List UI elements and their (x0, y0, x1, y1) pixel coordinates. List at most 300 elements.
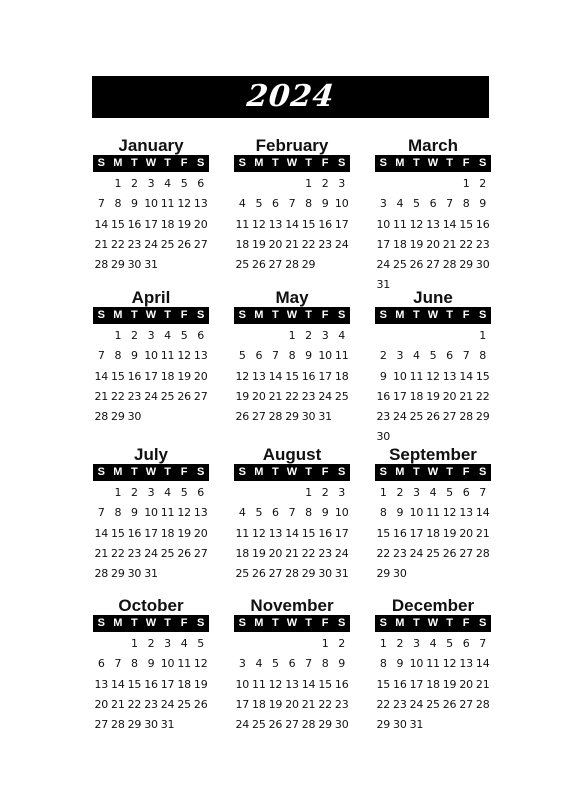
day-cell: 13 (268, 217, 283, 231)
day-cell: 26 (409, 258, 424, 272)
day-cell: 19 (235, 389, 250, 403)
day-cell: 23 (127, 546, 142, 560)
day-cell: 12 (235, 369, 250, 383)
day-grid (93, 326, 209, 427)
day-cell: 13 (193, 349, 208, 363)
day-cell: 25 (426, 546, 440, 560)
day-grid (375, 174, 491, 296)
weekday-label: F (462, 309, 470, 321)
empty-day-cell (375, 326, 392, 346)
day-cell: 21 (475, 526, 490, 540)
day-grid (375, 483, 491, 584)
day-cell: 14 (268, 369, 283, 383)
day-cell: 27 (252, 410, 266, 424)
month-june (375, 288, 491, 448)
weekday-header-row (234, 155, 350, 172)
day-cell: 5 (197, 637, 205, 650)
day-cell: 29 (301, 258, 316, 272)
day-cell: 2 (338, 637, 346, 650)
day-cell: 7 (272, 349, 279, 363)
month-name: November (250, 596, 334, 615)
day-cell: 12 (177, 197, 191, 211)
empty-day-cell (284, 634, 301, 654)
day-cell: 14 (442, 217, 457, 231)
day-cell: 14 (475, 506, 490, 520)
day-cell: 15 (301, 217, 316, 231)
day-cell: 21 (285, 237, 299, 251)
day-cell: 24 (144, 237, 158, 251)
empty-day-cell (234, 634, 251, 654)
day-cell: 25 (252, 718, 266, 732)
day-cell: 9 (338, 657, 346, 671)
day-cell: 14 (111, 677, 125, 691)
empty-day-cell (110, 634, 127, 654)
day-cell: 18 (177, 677, 191, 691)
weekday-header-row (93, 155, 209, 172)
day-cell: 4 (338, 329, 346, 342)
day-cell: 9 (321, 506, 329, 520)
weekday-header-row (93, 307, 209, 324)
day-cell: 3 (164, 637, 171, 650)
day-cell: 29 (285, 410, 299, 424)
day-cell: 10 (334, 506, 349, 520)
day-cell: 15 (111, 526, 125, 540)
day-cell: 25 (160, 237, 175, 251)
weekday-label: W (427, 157, 439, 169)
day-cell: 16 (475, 217, 490, 231)
day-cell: 8 (321, 657, 329, 671)
weekday-header-row (93, 615, 209, 632)
day-cell: 17 (160, 677, 175, 691)
day-cell: 3 (379, 197, 387, 211)
day-cell: 25 (235, 258, 250, 272)
weekday-label: W (145, 466, 157, 478)
weekday-label: M (395, 309, 405, 321)
day-cell: 25 (160, 546, 175, 560)
day-cell: 28 (475, 697, 490, 711)
month-name: October (118, 596, 184, 615)
day-cell: 21 (459, 389, 473, 403)
day-cell: 6 (272, 197, 279, 211)
day-cell: 30 (301, 410, 316, 424)
day-cell: 25 (160, 389, 175, 403)
weekday-label: S (479, 157, 487, 169)
day-cell: 18 (235, 237, 250, 251)
empty-day-cell (267, 483, 284, 503)
day-cell: 23 (127, 389, 142, 403)
weekday-label: M (254, 157, 264, 169)
day-cell: 19 (193, 677, 208, 691)
day-cell: 31 (334, 567, 349, 581)
weekday-header-row (93, 464, 209, 481)
day-cell: 22 (475, 389, 490, 403)
day-cell: 21 (442, 237, 457, 251)
weekday-label: M (113, 157, 123, 169)
day-cell: 1 (114, 486, 122, 499)
weekday-label: T (131, 157, 138, 169)
day-cell: 6 (197, 329, 205, 342)
day-cell: 10 (144, 349, 158, 363)
day-grid (93, 483, 209, 584)
empty-day-cell (251, 326, 268, 346)
day-cell: 22 (459, 237, 473, 251)
day-cell: 23 (144, 697, 158, 711)
day-cell: 9 (396, 657, 404, 671)
day-cell: 27 (268, 567, 283, 581)
empty-day-cell (251, 174, 268, 194)
day-cell: 30 (318, 567, 332, 581)
weekday-header-row (234, 307, 350, 324)
day-cell: 19 (177, 526, 191, 540)
day-cell: 18 (426, 677, 440, 691)
day-cell: 3 (147, 486, 155, 499)
day-cell: 29 (475, 410, 490, 424)
day-cell: 20 (252, 389, 266, 403)
weekday-header-row (375, 307, 491, 324)
day-cell: 4 (429, 486, 437, 499)
day-cell: 13 (252, 369, 266, 383)
day-cell: 31 (144, 258, 158, 272)
day-cell: 7 (97, 197, 105, 211)
day-cell: 30 (334, 718, 349, 732)
day-cell: 5 (255, 506, 263, 520)
day-grid (234, 634, 350, 735)
day-cell: 26 (177, 546, 191, 560)
day-cell: 14 (94, 526, 109, 540)
weekday-label: S (197, 309, 205, 321)
empty-day-cell (251, 634, 268, 654)
day-cell: 8 (288, 349, 296, 363)
day-cell: 1 (379, 486, 387, 499)
day-cell: 5 (180, 177, 188, 190)
day-cell: 19 (442, 526, 457, 540)
empty-day-cell (234, 174, 251, 194)
weekday-label: W (286, 466, 298, 478)
day-cell: 11 (177, 657, 191, 671)
day-cell: 25 (426, 697, 440, 711)
day-cell: 2 (396, 637, 404, 650)
day-cell: 26 (426, 410, 440, 424)
day-cell: 17 (334, 526, 349, 540)
weekday-label: S (338, 309, 346, 321)
day-cell: 18 (160, 526, 175, 540)
day-cell: 7 (97, 506, 105, 520)
month-name: April (131, 288, 171, 307)
empty-day-cell (267, 174, 284, 194)
day-cell: 6 (429, 197, 437, 211)
day-grid (375, 634, 491, 735)
weekday-label: F (462, 466, 470, 478)
day-cell: 29 (301, 567, 316, 581)
day-cell: 1 (305, 177, 312, 190)
day-cell: 6 (272, 506, 279, 520)
day-cell: 26 (268, 718, 283, 732)
weekday-label: W (427, 309, 439, 321)
day-cell: 20 (268, 237, 283, 251)
day-cell: 1 (305, 486, 312, 499)
day-cell: 17 (334, 217, 349, 231)
weekday-label: F (462, 617, 470, 629)
day-cell: 26 (193, 697, 208, 711)
day-cell: 3 (396, 349, 404, 363)
day-cell: 11 (252, 677, 266, 691)
day-cell: 19 (177, 217, 191, 231)
year-banner (92, 76, 489, 118)
day-cell: 24 (334, 237, 349, 251)
day-cell: 28 (94, 410, 109, 424)
weekday-label: S (238, 309, 246, 321)
day-cell: 1 (114, 329, 122, 342)
day-cell: 23 (475, 237, 490, 251)
day-cell: 22 (301, 546, 316, 560)
day-cell: 24 (144, 389, 158, 403)
weekday-label: F (321, 157, 329, 169)
day-cell: 9 (305, 349, 312, 363)
day-cell: 20 (193, 526, 208, 540)
day-cell: 20 (459, 677, 473, 691)
day-cell: 7 (479, 637, 487, 650)
empty-day-cell (251, 483, 268, 503)
day-cell: 29 (127, 718, 142, 732)
day-cell: 9 (131, 349, 138, 363)
day-cell: 15 (376, 526, 391, 540)
day-cell: 2 (131, 329, 138, 342)
empty-day-cell (93, 326, 110, 346)
day-cell: 17 (235, 697, 250, 711)
day-cell: 3 (238, 657, 246, 671)
day-cell: 11 (426, 506, 440, 520)
day-cell: 29 (459, 258, 473, 272)
day-cell: 28 (268, 410, 283, 424)
day-cell: 22 (127, 697, 142, 711)
weekday-label: F (321, 309, 329, 321)
day-cell: 2 (396, 486, 404, 499)
weekday-label: M (113, 617, 123, 629)
weekday-label: T (446, 157, 453, 169)
month-october (93, 596, 209, 735)
weekday-label: T (272, 157, 279, 169)
day-cell: 11 (235, 526, 250, 540)
month-name: January (118, 136, 184, 155)
empty-day-cell (93, 634, 110, 654)
day-cell: 13 (442, 369, 457, 383)
day-cell: 11 (160, 349, 175, 363)
day-cell: 27 (193, 546, 208, 560)
day-cell: 30 (376, 430, 391, 444)
day-cell: 1 (114, 177, 122, 190)
day-cell: 12 (252, 217, 266, 231)
day-cell: 7 (288, 506, 296, 520)
day-cell: 15 (285, 369, 299, 383)
day-cell: 1 (462, 177, 470, 190)
empty-day-cell (425, 174, 442, 194)
day-cell: 15 (127, 677, 142, 691)
day-cell: 10 (393, 369, 407, 383)
month-january (93, 136, 209, 275)
day-cell: 16 (393, 526, 407, 540)
weekday-label: F (321, 466, 329, 478)
day-cell: 2 (147, 637, 155, 650)
day-cell: 21 (475, 677, 490, 691)
weekday-header-row (375, 615, 491, 632)
day-cell: 22 (285, 389, 299, 403)
day-cell: 10 (334, 197, 349, 211)
day-cell: 9 (147, 657, 155, 671)
day-cell: 1 (288, 329, 296, 342)
day-cell: 10 (409, 506, 424, 520)
weekday-label: T (305, 466, 312, 478)
day-grid (93, 174, 209, 275)
day-cell: 6 (288, 657, 296, 671)
day-cell: 26 (442, 697, 457, 711)
day-cell: 9 (396, 506, 404, 520)
day-cell: 14 (475, 657, 490, 671)
empty-day-cell (267, 634, 284, 654)
weekday-label: S (238, 466, 246, 478)
weekday-label: F (462, 157, 470, 169)
day-cell: 14 (285, 526, 299, 540)
day-cell: 20 (285, 697, 299, 711)
day-cell: 4 (413, 349, 420, 363)
month-name: December (391, 596, 475, 615)
weekday-label: F (321, 617, 329, 629)
month-name: May (275, 288, 309, 307)
day-cell: 15 (475, 369, 490, 383)
day-cell: 11 (409, 369, 424, 383)
day-cell: 30 (127, 258, 142, 272)
weekday-label: T (413, 466, 420, 478)
day-cell: 15 (318, 677, 332, 691)
day-cell: 5 (238, 349, 246, 363)
day-cell: 27 (459, 546, 473, 560)
month-may (234, 288, 350, 427)
weekday-label: T (272, 466, 279, 478)
day-cell: 24 (144, 546, 158, 560)
weekday-header-row (234, 615, 350, 632)
weekday-label: S (197, 157, 205, 169)
empty-day-cell (284, 483, 301, 503)
day-cell: 23 (318, 237, 332, 251)
day-cell: 11 (334, 349, 349, 363)
day-cell: 8 (379, 506, 387, 520)
day-cell: 31 (409, 718, 424, 732)
day-cell: 19 (442, 677, 457, 691)
day-cell: 4 (429, 637, 437, 650)
day-cell: 21 (94, 237, 109, 251)
day-cell: 3 (321, 329, 329, 342)
day-grid (93, 634, 209, 735)
day-cell: 28 (285, 567, 299, 581)
day-cell: 17 (318, 369, 332, 383)
weekday-label: S (379, 309, 387, 321)
day-cell: 15 (111, 369, 125, 383)
day-cell: 23 (376, 410, 391, 424)
weekday-label: T (164, 617, 171, 629)
month-name: July (133, 445, 169, 464)
day-cell: 8 (114, 506, 122, 520)
day-cell: 8 (462, 197, 470, 211)
weekday-label: M (254, 466, 264, 478)
day-cell: 31 (160, 718, 175, 732)
month-name: September (389, 445, 477, 464)
month-april (93, 288, 209, 427)
day-cell: 24 (409, 697, 424, 711)
day-cell: 19 (252, 237, 266, 251)
month-august (234, 445, 350, 584)
day-cell: 24 (376, 258, 391, 272)
day-cell: 13 (193, 197, 208, 211)
weekday-label: T (305, 309, 312, 321)
day-cell: 7 (462, 349, 470, 363)
weekday-label: S (479, 309, 487, 321)
day-cell: 5 (180, 486, 188, 499)
day-cell: 5 (180, 329, 188, 342)
empty-day-cell (392, 326, 409, 346)
weekday-label: T (413, 157, 420, 169)
day-cell: 16 (334, 677, 349, 691)
day-cell: 13 (94, 677, 109, 691)
day-cell: 29 (376, 718, 391, 732)
weekday-label: T (131, 617, 138, 629)
day-cell: 9 (379, 369, 387, 383)
weekday-label: S (379, 466, 387, 478)
day-cell: 15 (111, 217, 125, 231)
weekday-label: M (254, 617, 264, 629)
day-cell: 6 (462, 486, 470, 499)
month-february (234, 136, 350, 275)
day-cell: 12 (177, 506, 191, 520)
day-cell: 6 (197, 177, 205, 190)
day-cell: 26 (177, 389, 191, 403)
weekday-label: T (131, 309, 138, 321)
day-cell: 18 (160, 369, 175, 383)
day-cell: 8 (114, 197, 122, 211)
empty-day-cell (267, 326, 284, 346)
day-cell: 17 (144, 526, 158, 540)
day-cell: 5 (429, 349, 437, 363)
day-cell: 29 (111, 258, 125, 272)
day-cell: 4 (238, 197, 246, 211)
month-july (93, 445, 209, 584)
day-cell: 22 (111, 546, 125, 560)
day-cell: 8 (379, 657, 387, 671)
day-cell: 2 (131, 486, 138, 499)
day-cell: 2 (379, 349, 387, 363)
day-grid (234, 326, 350, 427)
day-cell: 12 (177, 349, 191, 363)
day-cell: 12 (409, 217, 424, 231)
day-cell: 20 (94, 697, 109, 711)
weekday-label: S (97, 309, 105, 321)
day-cell: 16 (301, 369, 316, 383)
day-cell: 24 (160, 697, 175, 711)
day-cell: 6 (462, 637, 470, 650)
day-cell: 24 (393, 410, 407, 424)
day-cell: 30 (144, 718, 158, 732)
weekday-label: M (254, 309, 264, 321)
weekday-label: S (479, 617, 487, 629)
day-cell: 23 (393, 697, 407, 711)
day-cell: 23 (301, 389, 316, 403)
weekday-label: W (286, 309, 298, 321)
day-cell: 28 (475, 546, 490, 560)
day-cell: 18 (160, 217, 175, 231)
day-cell: 12 (193, 657, 208, 671)
day-cell: 22 (111, 389, 125, 403)
day-cell: 6 (446, 349, 453, 363)
day-cell: 2 (305, 329, 312, 342)
day-cell: 10 (160, 657, 175, 671)
